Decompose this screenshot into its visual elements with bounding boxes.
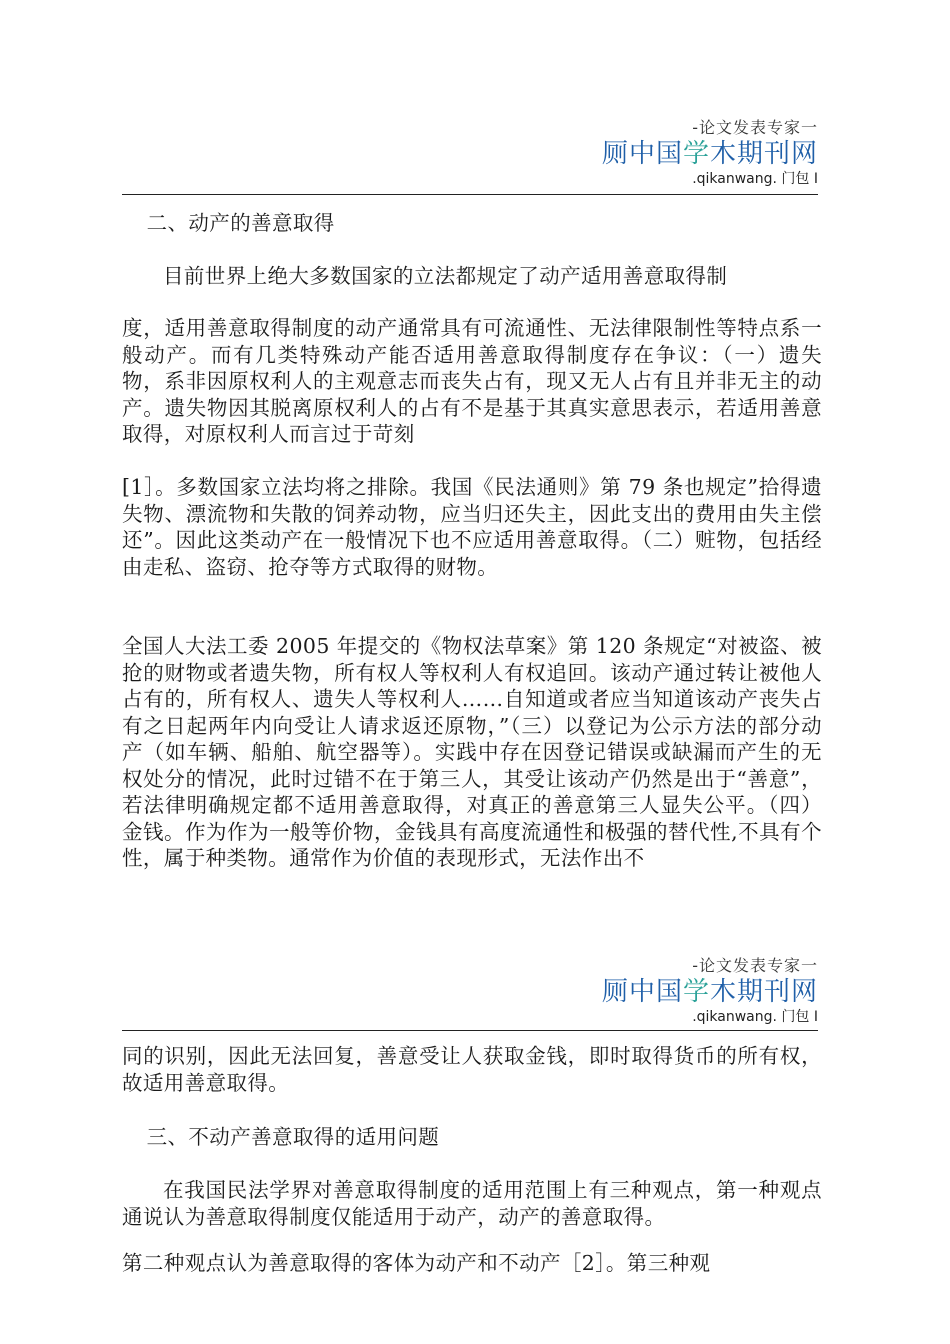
header-url: .qikanwang. 门包 I: [692, 1009, 818, 1025]
paragraph: 同的识别，因此无法回复，善意受让人获取金钱，即时取得货币的所有权，故适用善意取得。: [122, 1044, 822, 1095]
header-tagline: -论文发表专家一: [692, 118, 818, 137]
paragraph: 在我国民法学界对善意取得制度的适用范围上有三种观点，第一种观点通说认为善意取得制度仅能适用于动产，动产的善意取得。: [122, 1178, 822, 1229]
paragraph: 全国人大法工委 2005 年提交的《物权法草案》第 120 条规定“对被盗、被抢的财物或者遗失物，所有权人等权利人有权追回。该动产通过转让被他人占有的，所有权人、遗失人等权利人……自知道或者应当知道该动产丧失占有之日起两年内向受让人请求返还原物，”（三）以登记为公示方法的部分动产（如车辆、船舶、航空器等）。实践中存在因登记错误或缺漏而产生的无权处分的情况，此时过错不在于第三人，其受让该动产仍然是出于“善意”，若法律明确规定都不适用善意取得，对真正的善意第三人显失公平。（四）金钱。作为作为一般等价物，金钱具有高度流通性和极强的替代性,不具有个性，属于种类物。通常作为价值的表现形式，无法作出不: [122, 634, 822, 870]
page-header: [122, 118, 818, 188]
header-url: .qikanwang. 门包 I: [692, 171, 818, 187]
paragraph: 目前世界上绝大多数国家的立法都规定了动产适用善意取得制: [163, 264, 728, 288]
brand-text-2: 木期刊网: [709, 977, 818, 1007]
header-divider: [122, 194, 818, 195]
page-header: [122, 956, 818, 1026]
brand-text-accent: 学: [682, 139, 710, 169]
header-divider: [122, 1030, 818, 1031]
section-heading: 三、不动产善意取得的适用问题: [146, 1125, 440, 1149]
brand-text-accent: 学: [682, 977, 710, 1007]
paragraph: 第二种观点认为善意取得的客体为动产和不动产［2］。第三种观: [122, 1251, 711, 1275]
brand-text-1: 厕中国: [601, 977, 683, 1007]
brand-text-2: 木期刊网: [709, 139, 818, 169]
header-brand-logo: [122, 138, 818, 170]
paragraph: [1］。多数国家立法均将之排除。我国《民法通则》第 79 条也规定”拾得遗失物、漂流物和失散的饲养动物，应当归还失主，因此支出的费用由失主偿还”。因此这类动产在一般情况下也不应适用善意取得。（二）赃物，包括经由走私、盗窃、抢夺等方式取得的财物。: [122, 475, 822, 579]
brand-text-1: 厕中国: [601, 139, 683, 169]
header-tagline: -论文发表专家一: [692, 956, 818, 975]
section-heading: 二、动产的善意取得: [146, 211, 335, 235]
header-brand-logo: [122, 976, 818, 1008]
paragraph: 度，适用善意取得制度的动产通常具有可流通性、无法律限制性等特点系一般动产。而有几类特殊动产能否适用善意取得制度存在争议：（一）遗失物，系非因原权利人的主观意志而丧失占有，现又无人占有且并非无主的动产。遗失物因其脱离原权利人的占有不是基于其真实意思表示，若适用善意取得，对原权利人而言过于苛刻: [122, 316, 822, 446]
